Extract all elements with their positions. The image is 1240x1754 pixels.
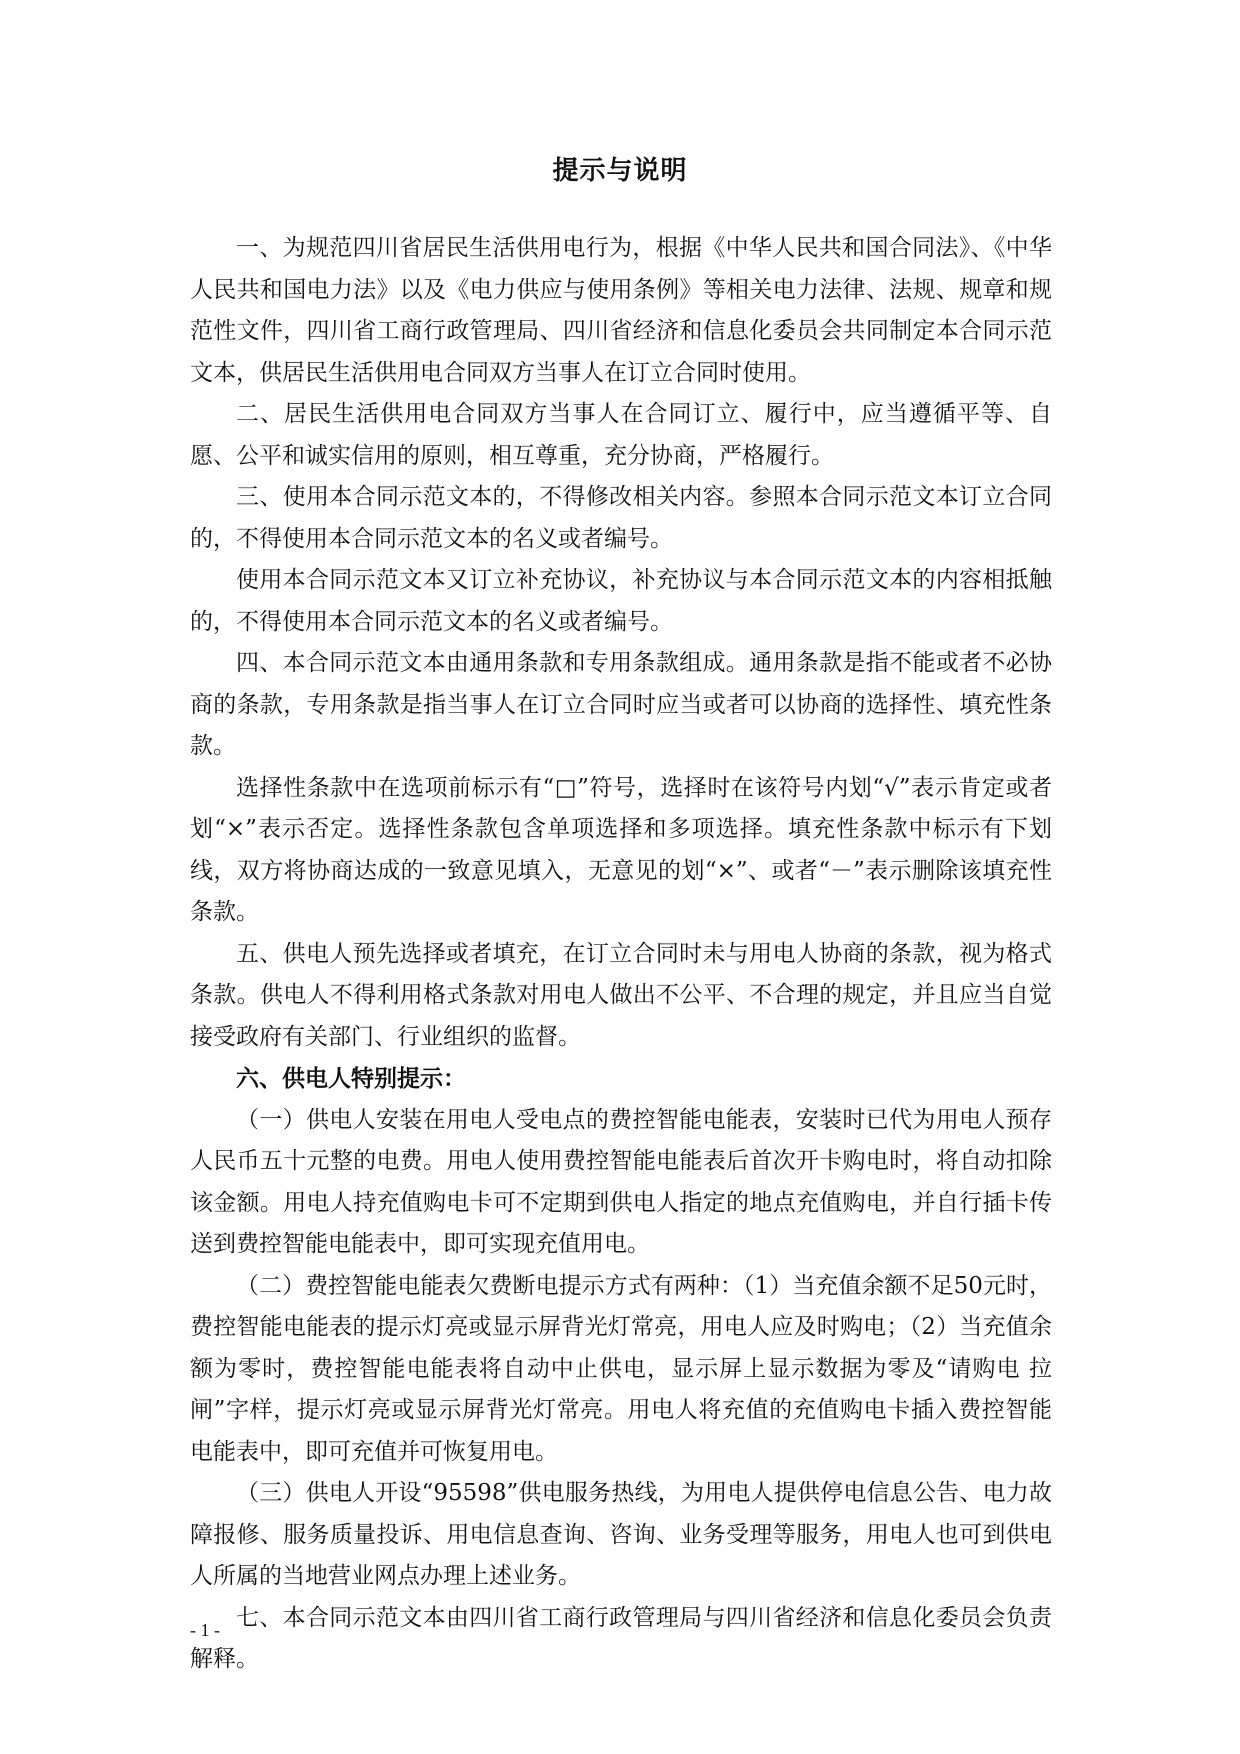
paragraph-6-3: （三）供电人开设“95598”供电服务热线，为用电人提供停电信息公告、电力故障报修、服务质量投诉、用电信息查询、咨询、业务受理等服务，用电人也可到供电人所属的当地营业网点办理上述业务。 bbox=[190, 1480, 1052, 1589]
paragraph-7: 七、本合同示范文本由四川省工商行政管理局与四川省经济和信息化委员会负责解释。 bbox=[190, 1604, 1052, 1672]
paragraph-1: 一、为规范四川省居民生活供用电行为，根据《中华人民共和国合同法》、《中华人民共和国电力法》以及《电力供应与使用条例》等相关电力法律、法规、规章和规范性文件，四川省工商行政管理局、四川省经济和信息化委员会共同制定本合同示范文本，供居民生活供用电合同双方当事人在订立合同时使用。 bbox=[190, 235, 1052, 386]
paragraph-4: 四、本合同示范文本由通用条款和专用条款组成。通用条款是指不能或者不必协商的条款，专用条款是指当事人在订立合同时应当或者可以协商的选择性、填充性条款。 bbox=[190, 650, 1052, 759]
document-body bbox=[190, 228, 1052, 1681]
paragraph-5: 五、供电人预先选择或者填充，在订立合同时未与用电人协商的条款，视为格式条款。供电人不得利用格式条款对用电人做出不公平、不合理的规定，并且应当自觉接受政府有关部门、行业组织的监督。 bbox=[190, 940, 1052, 1050]
document-title: 提示与说明 bbox=[552, 156, 688, 186]
paragraph-2: 二、居民生活供用电合同双方当事人在合同订立、履行中，应当遵循平等、自愿、公平和诚实信用的原则，相互尊重，充分协商，严格履行。 bbox=[190, 401, 1052, 469]
paragraph-6-2: （二）费控智能电能表欠费断电提示方式有两种：（1）当充值余额不足50元时，费控智能电能表的提示灯亮或显示屏背光灯常亮，用电人应及时购电；（2）当充值余额为零时，费控智能电能表将自动中止供电，显示屏上显示数据为零及“请购电 拉闸”字样，提示灯亮或显示屏背光灯常亮。用电人将充值的充值购电卡插入费控智能电能表中，即可充值并可恢复用电。 bbox=[190, 1272, 1052, 1465]
paragraph-4-options: 选择性条款中在选项前标示有“□”符号，选择时在该符号内划“√”表示肯定或者划“×”表示否定。选择性条款包含单项选择和多项选择。填充性条款中标示有下划线，双方将协商达成的一致意见填入，无意见的划“×”、或者“－”表示删除该填充性条款。 bbox=[190, 774, 1052, 925]
page-number: - 1 - bbox=[190, 1620, 220, 1640]
paragraph-6-1: （一）供电人安装在用电人受电点的费控智能电能表，安装时已代为用电人预存人民币五十元整的电费。用电人使用费控智能电能表后首次开卡购电时，将自动扣除该金额。用电人持充值购电卡可不定期到供电人指定的地点充值购电，并自行插卡传送到费控智能电能表中，即可实现充值用电。 bbox=[190, 1106, 1052, 1257]
paragraph-3: 三、使用本合同示范文本的，不得修改相关内容。参照本合同示范文本订立合同的，不得使用本合同示范文本的名义或者编号。 bbox=[190, 484, 1052, 552]
paragraph-3-supplement: 使用本合同示范文本又订立补充协议，补充协议与本合同示范文本的内容相抵触的，不得使用本合同示范文本的名义或者编号。 bbox=[190, 567, 1052, 635]
section-heading-6: 六、供电人特别提示： bbox=[236, 1065, 466, 1092]
